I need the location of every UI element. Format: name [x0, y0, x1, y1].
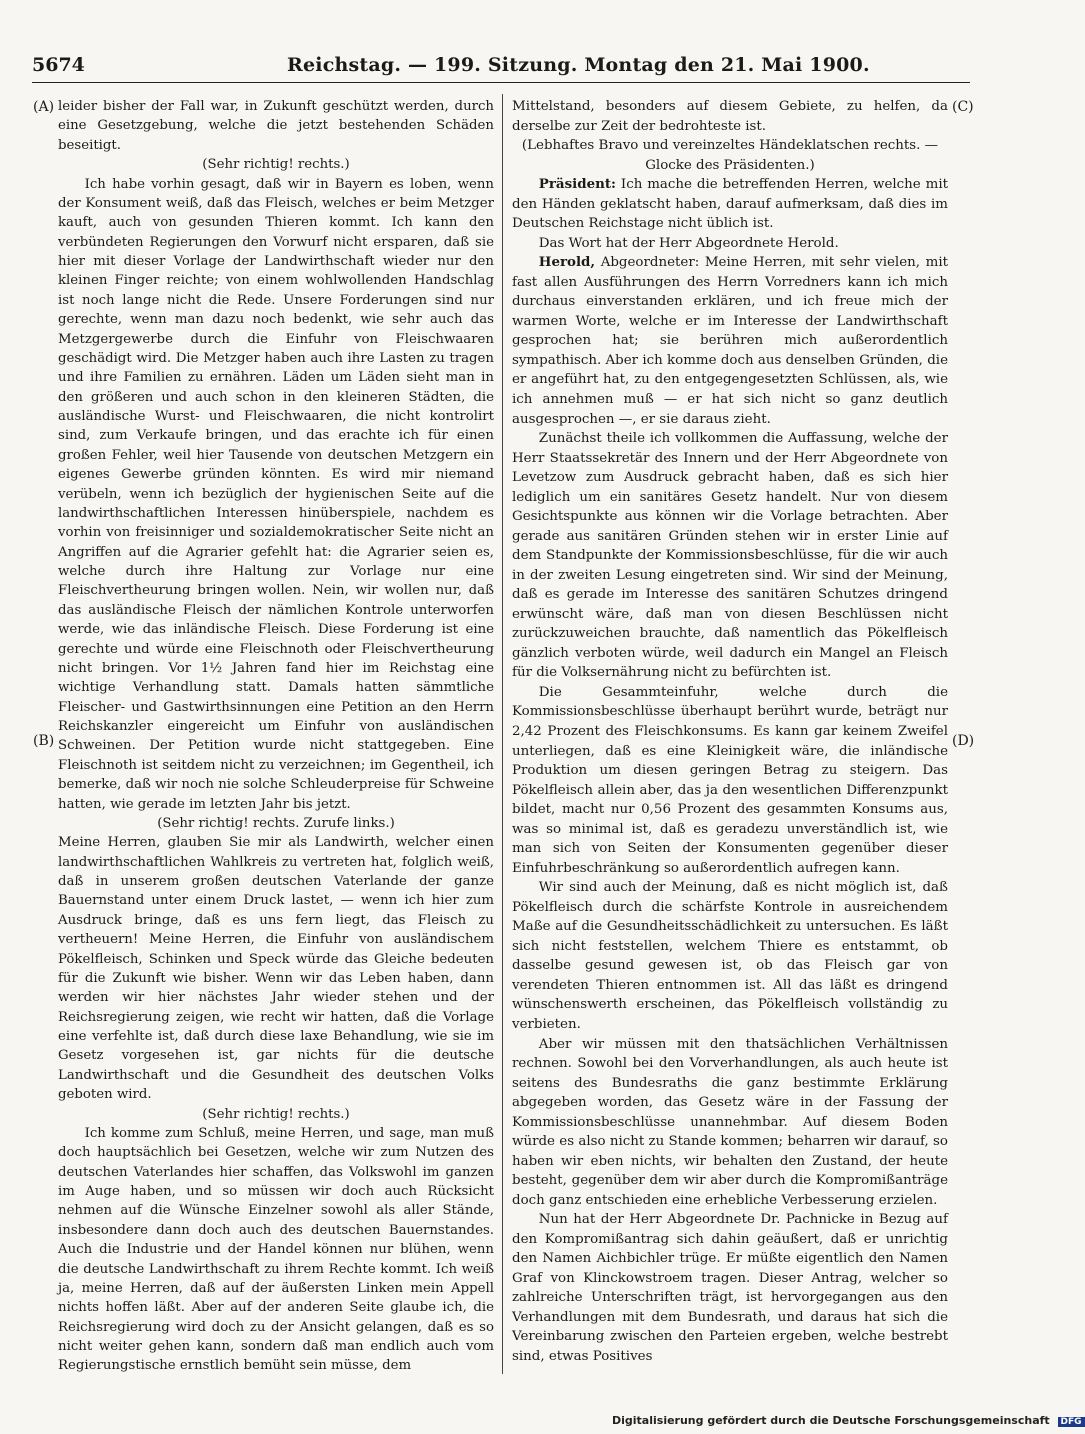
interjection: (Sehr richtig! rechts.) — [202, 157, 350, 173]
margin-mark-c: (C) — [952, 99, 974, 115]
paragraph: Ich komme zum Schluß, meine Herren, und sage, man muß doch hauptsächlich bei Gesetzen, welche wir zum Nutzen des deutschen Vaterlandes hier schaffen, das Volkswohl im ganzen im Auge haben, und so müssen wir doch auch Rücksicht nehmen auf die Wünsche Einzelner sowohl als aller Stände, insbesondere dann doch auch des deutschen Bauernstandes. Auch die Industrie und der Handel können nur blühen, wenn die deutsche Landwirthschaft zu ihrem Rechte kommt. Ich weiß ja, meine Herren, daß auf der äußersten Linken mein Appell nichts hoffen läßt. Aber auf der anderen Seite glaube ich, die Reichsregierung wird doch zu der Ansicht gelangen, daß es so nicht weiter gehen kann, sondern daß man endlich auch vom Regierungstische ernstlich bemüht sein müsse, dem — [58, 1125, 494, 1374]
margin-mark-d: (D) — [952, 733, 975, 749]
margin-mark-a: (A) — [33, 99, 55, 115]
interjection: (Sehr richtig! rechts. Zurufe links.) — [157, 815, 395, 831]
column-divider — [502, 94, 503, 1374]
paragraph: Aber wir müssen mit den thatsächlichen Verhältnissen rechnen. Sowohl bei den Vorverhandlungen, als auch heute ist seitens des Bundesraths die ganz bestimmte Erklärung abgegeben worden, das Gesetz wäre in der Fassung der Kommissionsbeschlüsse unannehmbar. Auf diesem Boden würde es also nicht zu Stande kommen; beharren wir darauf, so haben wir eben nichts, wir behalten den Zustand, der heute besteht, gegenüber dem wir aber durch die Kompromißanträge doch ganz entschieden eine erhebliche Verbesserung erzielen. — [512, 1036, 948, 1208]
speech-text: Abgeordneter: Meine Herren, mit sehr vielen, mit fast allen Ausführungen des Herrn Vorredners kann ich mich durchaus einverstanden erklären, und ich freue mich der warmen Worte, welche er im Interesse der Landwirthschaft gesprochen hat; sie berühren mich außerordentlich sympathisch. Aber ich komme doch aus denselben Gründen, die er angeführt hat, zu den entgegengesetzten Schlüssen, als, wie ich annehmen muß — er hat sich nicht so ganz deutlich ausgesprochen —, er sie daraus zieht. — [512, 255, 948, 427]
paragraph: Meine Herren, glauben Sie mir als Landwirth, welcher einen landwirthschaftlichen Wahlkreis zu vertreten hat, folglich weiß, daß in unserem großen deutschen Vaterlande der ganze Bauernstand unter einem Druck lastet, — wenn ich hier zum Ausdruck bringe, daß es uns fern liegt, das Fleisch zu vertheuern! Meine Herren, die Einfuhr von ausländischem Pökelfleisch, Schinken und Speck würde das Gleiche bedeuten für die Zukunft wie bisher. Wenn wir das Leben haben, dann werden wir hier nächstes Jahr wieder stehen und der Reichsregierung zeigen, wie recht wir hatten, daß die Vorlage eine verfehlte ist, daß durch diese laxe Behandlung, wie sie im Gesetz vorgesehen ist, gar nichts für die deutsche Landwirthschaft und die Gesundheit des deutschen Volks geboten wird. — [58, 835, 494, 1103]
speech-paragraph — [512, 253, 948, 429]
interjection: (Sehr richtig! rechts.) — [202, 1106, 350, 1122]
paragraph: Das Wort hat der Herr Abgeordnete Herold. — [538, 235, 839, 251]
paragraph: Ich habe vorhin gesagt, daß wir in Bayern es loben, wenn der Konsument weiß, daß das Fleisch, welches er beim Metzger kauft, auch von gesunden Thieren kommt. Ich kann den verbündeten Regierungen den Vorwurf nicht ersparen, daß sie hier mit dieser Vorlage der Landwirthschaft wieder nur den kleinen Finger reichte; von einem wohlwollenden Handschlag ist noch lange nicht die Rede. Unsere Forderungen sind nur gerechte, wenn man dazu noch bedenkt, wie sehr auch das Metzgergewerbe durch die Einfuhr von Fleischwaaren geschädigt wird. Die Metzger haben auch ihre Lasten zu tragen und ihre Familien zu ernähren. Läden um Läden sieht man in den größeren und auch schon in den kleineren Städten, die ausländische Wurst- und Fleischwaaren, die nicht kontrolirt sind, zum Verkaufe bringen, und das erachte ich für einen großen Fehler, weil hier Tausende von deutschen Metzgern ein eigenes Gewerbe gründen könnten. Es wird mir niemand verübeln, wenn ich bezüglich der hygienischen Seite auf die landwirthschaftlichen Interessen hinüberspiele, nachdem es vorhin von freisinniger und sozialdemokratischer Seite nicht an Angriffen auf die Agrarier gefehlt hat: die Agrarier seien es, welche durch ihre Haltung zur Vorlage nur eine Fleischvertheurung bringen wollen. Nein, wir wollen nur, daß das ausländische Fleisch der nämlichen Kontrole unterworfen werde, wie das inländische Fleisch. Diese Forderung ist eine gerechte und würde eine Fleischnoth oder Fleischvertheurung nicht bringen. Vor 1½ Jahren fand hier im Reichstag eine wichtige Verhandlung statt. Damals hatten sämmtliche Fleischer- und Gastwirthsinnungen eine Petition an den Herrn Reichskanzler eingereicht um Einfuhr von ausländischen Schweinen. Der Petition wurde nicht stattgegeben. Eine Fleischnoth ist seitdem nicht zu verzeichnen; im Gegentheil, ich bemerke, daß wir noch nie solche Schleuderpreise für Schweine hatten, wie gerade im letzten Jahr bis jetzt. — [58, 176, 494, 812]
paragraph: Nun hat der Herr Abgeordnete Dr. Pachnicke in Bezug auf den Kompromißantrag sich dahin geäußert, daß er unrichtig den Namen Aichbichler trüge. Er müßte eigentlich den Namen Graf von Klinckowstroem tragen. Dieser Antrag, welcher so zahlreiche Unterschriften trägt, ist hervorgegangen aus den Verhandlungen mit dem Bundesrath, und daraus hat sich die Vereinbarung zwischen den Parteien ergeben, welche bestrebt sind, etwas Positives — [512, 1212, 948, 1364]
paragraph: Wir sind auch der Meinung, daß es nicht möglich ist, daß Pökelfleisch durch die schärfste Kontrole in ausreichendem Maße auf die Gesundheitsschädlichkeit zu untersuchen. Es läßt sich nicht feststellen, welchem Thiere es entstammt, ob dasselbe gesund gewesen ist, ob das Fleisch gar von verendeten Thieren entnommen ist. All das läßt es dringend wünschenswerth erscheinen, das Pökelfleisch vollständig zu verbieten. — [512, 880, 948, 1032]
speaker-name: Herold, — [538, 254, 596, 271]
margin-mark-b: (B) — [33, 733, 55, 749]
page-header — [32, 52, 970, 83]
dfg-logo: DFG — [1058, 1417, 1085, 1427]
left-column — [58, 97, 494, 1376]
paragraph: Die Gesammteinfuhr, welche durch die Kommissionsbeschlüsse überhaupt berührt wurde, beträgt nur 2,42 Prozent des Fleischkonsums. Es kann gar keinem Zweifel unterliegen, daß es eine Kleinigkeit wäre, die inländische Produktion um diesen geringen Betrag zu steigern. Das Pökelfleisch allein aber, das ja den wesentlichen Differenzpunkt bildet, macht nur 0,56 Prozent des gesammten Konsums aus, was so minimal ist, daß es geradezu unverständlich ist, wie man sich von Seiten der Konsumenten gegenüber dieser Einfuhrbeschränkung so außerordentlich aufregen kann. — [512, 684, 948, 876]
footer-text: Digitalisierung gefördert durch die Deutsche Forschungsgemeinschaft — [612, 1414, 1050, 1427]
footer — [612, 1414, 1085, 1427]
paragraph: leider bisher der Fall war, in Zukunft geschützt werden, durch eine Gesetzgebung, welche die jetzt bestehenden Schäden beseitigt. — [58, 99, 494, 153]
running-head: Reichstag. — 199. Sitzung. Montag den 21. Mai 1900. — [287, 54, 870, 76]
paragraph: Mittelstand, besonders auf diesem Gebiete, zu helfen, da derselbe zur Zeit der bedrohteste ist. — [512, 99, 948, 134]
speech-paragraph — [512, 175, 948, 234]
paragraph: Zunächst theile ich vollkommen die Auffassung, welche der Herr Staatssekretär des Innern und der Herr Abgeordnete von Levetzow zum Ausdruck gebracht haben, daß es sich hier lediglich um ein sanitäres Gesetz handelt. Nur von diesem Gesichtspunkte aus können wir die Vorlage betrachten. Aber gerade aus sanitären Gründen stehen wir in erster Linie auf dem Standpunkte der Kommissionsbeschlüsse, für die wir auch in der zweiten Lesung eingetreten sind. Wir sind der Meinung, daß es gerade im Interesse des sanitären Schutzes dringend erwünscht wäre, daß man von diesen Beschlüssen nicht zurückzuweichen brauchte, daß namentlich das Pökelfleisch gänzlich verboten würde, weil dadurch ein Mangel an Fleisch für die Volksernährung nicht zu befürchten ist. — [512, 431, 948, 681]
speaker-name: Präsident: — [538, 176, 616, 193]
speech-text: Ich mache die betreffenden Herren, welche mit den Händen geklatscht haben, darauf aufmerksam, daß dies im Deutschen Reichstage nicht üblich ist. — [512, 177, 948, 232]
page-number: 5674 — [32, 54, 85, 76]
right-column — [512, 97, 948, 1367]
interjection: (Lebhaftes Bravo und vereinzeltes Händeklatschen rechts. — Glocke des Präsidenten.) — [521, 138, 939, 173]
